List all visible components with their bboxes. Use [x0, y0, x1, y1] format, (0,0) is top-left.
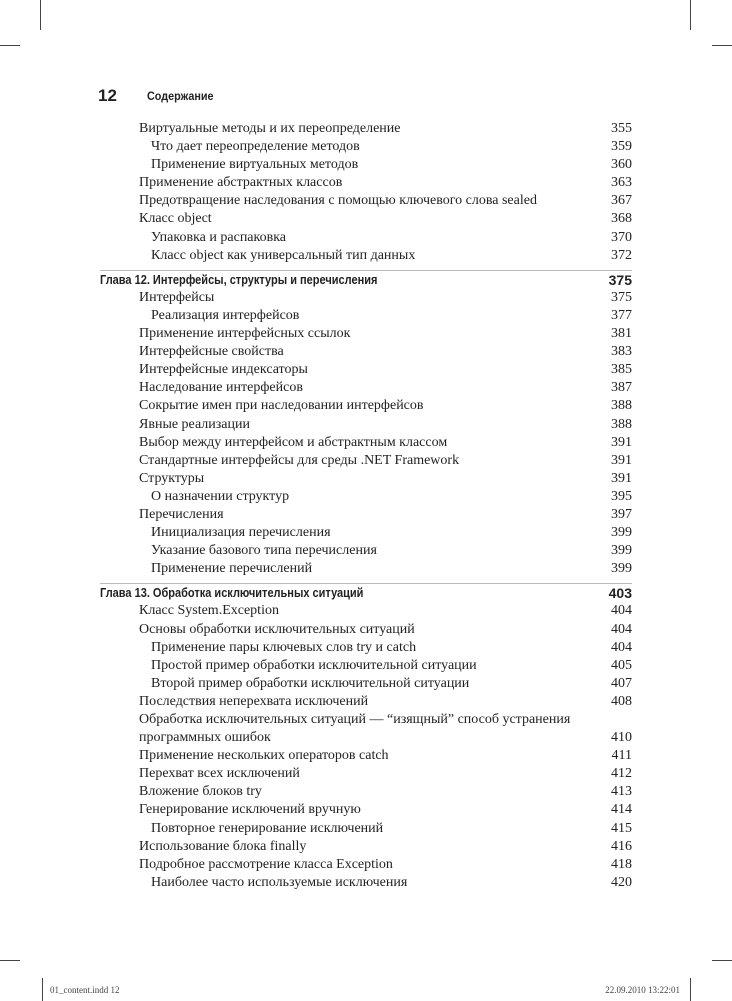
toc-entry: [100, 838, 632, 856]
entry-page: 385: [611, 362, 632, 378]
entry-title: Повторное генерирование исключений: [151, 820, 384, 836]
entry-title: Явные реализации: [139, 416, 250, 432]
entry-title: Интерфейсные индексаторы: [139, 362, 308, 378]
footer-timestamp: 22.09.2010 13:22:01: [605, 985, 680, 995]
entry-title: Вложение блоков try: [139, 784, 262, 800]
entry-page: 412: [611, 766, 632, 782]
entry-title: Простой пример обработки исключительной ситуации: [151, 657, 477, 673]
toc-entry: [100, 120, 632, 138]
toc-entry: [100, 325, 632, 343]
entry-page: 383: [611, 344, 632, 360]
crop-mark: [690, 0, 691, 30]
entry-page: 375: [608, 271, 632, 288]
entry-page: 411: [611, 748, 632, 764]
toc-entry: [100, 560, 632, 578]
entry-page: 404: [611, 621, 632, 637]
toc-entry: [100, 247, 632, 265]
crop-mark: [712, 960, 732, 961]
toc-entry: [100, 621, 632, 639]
entry-title: Применение абстрактных классов: [139, 175, 343, 191]
entry-title: Применение виртуальных методов: [151, 157, 359, 173]
toc-entry: [100, 711, 632, 747]
table-of-contents: [100, 120, 632, 892]
crop-mark: [40, 0, 41, 30]
entry-title: Основы обработки исключительных ситуаций: [139, 621, 415, 637]
entry-page: 388: [611, 398, 632, 414]
crop-mark: [0, 960, 20, 961]
entry-page: 408: [611, 693, 632, 709]
toc-entry: [100, 639, 632, 657]
entry-title: Перехват всех исключений: [139, 766, 300, 782]
toc-entry: [100, 343, 632, 361]
chapter-entry: [100, 270, 632, 289]
toc-entry: [100, 307, 632, 325]
toc-entry: [100, 470, 632, 488]
entry-title: Глава 12. Интерфейсы, структуры и перечисления: [100, 272, 378, 287]
entry-title: Реализация интерфейсов: [151, 307, 300, 323]
entry-title: Структуры: [139, 470, 205, 486]
entry-page: 420: [611, 874, 632, 890]
entry-title: Наследование интерфейсов: [139, 380, 303, 396]
entry-page: 395: [611, 488, 632, 504]
entry-page: 368: [611, 211, 632, 227]
entry-page: 399: [611, 543, 632, 559]
running-title: Содержание: [147, 89, 214, 103]
crop-mark: [712, 45, 732, 46]
toc-entry: [100, 229, 632, 247]
entry-title: Класс System.Exception: [139, 603, 279, 619]
entry-page: 375: [611, 289, 632, 305]
entry-title: Наиболее часто используемые исключения: [151, 874, 408, 890]
entry-title: Сокрытие имен при наследовании интерфейсов: [139, 398, 424, 414]
toc-entry: [100, 675, 632, 693]
entry-title: Применение пары ключевых слов try и catch: [151, 639, 417, 655]
entry-title: Что дает переопределение методов: [151, 139, 360, 155]
entry-page: 405: [611, 657, 632, 673]
toc-entry: [100, 693, 632, 711]
entry-page: 387: [611, 380, 632, 396]
entry-page: 391: [611, 470, 632, 486]
entry-page: 367: [611, 193, 632, 209]
entry-title: Класс object как универсальный тип данных: [151, 247, 416, 263]
entry-title: Использование блока finally: [139, 838, 307, 854]
entry-page: 391: [611, 434, 632, 450]
toc-entry: [100, 138, 632, 156]
entry-page: 388: [611, 416, 632, 432]
running-header: [98, 86, 221, 106]
entry-page: 415: [611, 820, 632, 836]
toc-entry: [100, 192, 632, 210]
entry-page: 407: [611, 675, 632, 691]
toc-entry: [100, 210, 632, 228]
crop-mark: [42, 978, 43, 1001]
entry-page: 403: [608, 585, 632, 602]
entry-page: 404: [611, 603, 632, 619]
entry-page: 359: [611, 139, 632, 155]
entry-page: 397: [611, 506, 632, 522]
entry-page: 381: [611, 326, 632, 342]
toc-entry: [100, 506, 632, 524]
toc-entry: [100, 174, 632, 192]
toc-entry: [100, 488, 632, 506]
entry-page: 355: [611, 121, 632, 136]
entry-title: Указание базового типа перечисления: [151, 543, 377, 559]
entry-page: 416: [611, 838, 632, 854]
toc-entry: [100, 289, 632, 307]
toc-entry: [100, 524, 632, 542]
toc-entry: [100, 361, 632, 379]
toc-entry: [100, 416, 632, 434]
toc-entry: [100, 156, 632, 174]
toc-entry: [100, 783, 632, 801]
entry-page: 418: [611, 856, 632, 872]
entry-title: Применение интерфейсных ссылок: [139, 326, 351, 342]
entry-page: 391: [611, 452, 632, 468]
crop-mark: [690, 978, 691, 1001]
entry-title: О назначении структур: [151, 488, 290, 504]
entry-title: Виртуальные методы и их переопределение: [139, 121, 401, 136]
entry-title: Упаковка и распаковка: [151, 229, 287, 245]
entry-page: 399: [611, 561, 632, 577]
footer-file: 01_content.indd 12: [50, 985, 120, 995]
toc-entry: [100, 874, 632, 892]
entry-title: Интерфейсные свойства: [139, 344, 284, 360]
entry-title: Применение перечислений: [151, 561, 313, 577]
toc-entry: [100, 820, 632, 838]
entry-page: 404: [611, 639, 632, 655]
toc-entry: [100, 801, 632, 819]
entry-title: Генерирование исключений вручную: [139, 802, 361, 818]
toc-entry: [100, 542, 632, 560]
toc-entry: [100, 379, 632, 397]
entry-page: 372: [611, 247, 632, 263]
chapter-entry: [100, 583, 632, 602]
entry-title: Интерфейсы: [139, 289, 215, 305]
entry-page: 399: [611, 525, 632, 541]
entry-page: 363: [611, 175, 632, 191]
entry-page: 413: [611, 784, 632, 800]
entry-page: 360: [611, 157, 632, 173]
toc-entry: [100, 657, 632, 675]
toc-entry: [100, 397, 632, 415]
entry-title: Выбор между интерфейсом и абстрактным классом: [139, 434, 448, 450]
toc-entry: [100, 747, 632, 765]
page-number: 12: [98, 86, 117, 105]
toc-entry: [100, 765, 632, 783]
entry-page: 414: [611, 802, 632, 818]
toc-entry: [100, 602, 632, 620]
entry-page: 410: [611, 730, 632, 746]
entry-title: Второй пример обработки исключительной ситуации: [151, 675, 470, 691]
entry-title: Глава 13. Обработка исключительных ситуаций: [100, 586, 364, 601]
entry-page: 370: [611, 229, 632, 245]
entry-title: Последствия неперехвата исключений: [139, 693, 369, 709]
toc-entry: [100, 452, 632, 470]
entry-page: 377: [611, 307, 632, 323]
entry-title: Обработка исключительных ситуаций — “изящный” способ устранения программных ошибок: [139, 712, 571, 746]
entry-title: Перечисления: [139, 506, 224, 522]
entry-title: Инициализация перечисления: [151, 525, 331, 541]
toc-entry: [100, 434, 632, 452]
entry-title: Предотвращение наследования с помощью ключевого слова sealed: [139, 193, 537, 209]
entry-title: Стандартные интерфейсы для среды .NET Framework: [139, 452, 460, 468]
entry-title: Подробное рассмотрение класса Exception: [139, 856, 393, 872]
crop-mark: [0, 45, 20, 46]
entry-title: Применение нескольких операторов catch: [139, 748, 389, 764]
toc-entry: [100, 856, 632, 874]
entry-title: Класс object: [139, 211, 212, 227]
